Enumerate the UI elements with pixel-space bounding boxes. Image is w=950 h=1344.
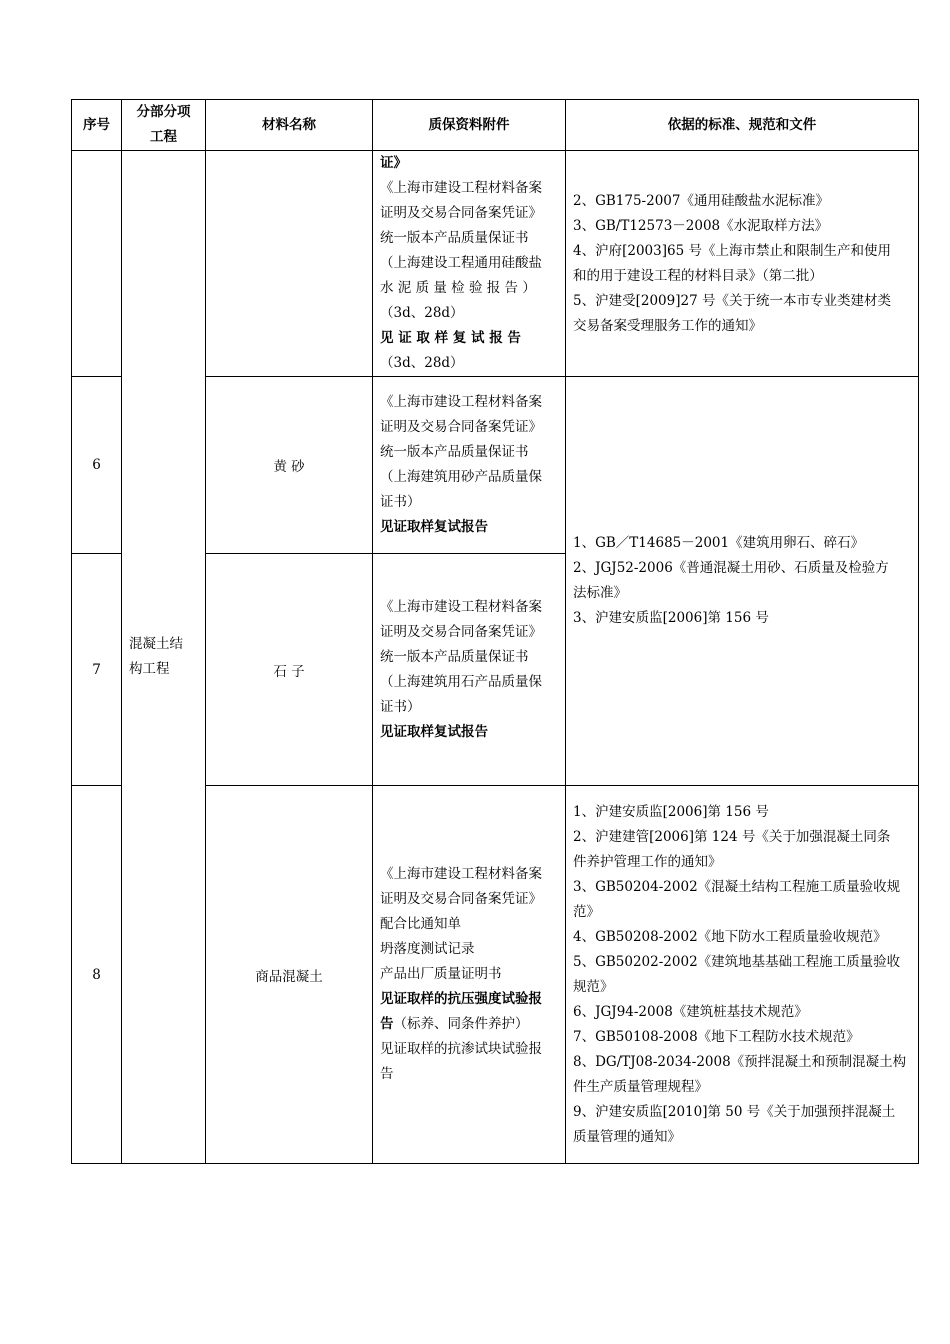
cell-material-empty [206, 151, 373, 377]
cell-seq-7: 7 [72, 554, 122, 786]
cell-attachments-cement: 证》 《上海市建设工程材料备案 证明及交易合同备案凭证》 统一版本产品质量保证书 （上海建设工程通用硅酸盐 水 泥 质 量 检 验 报 告 ） （3d、28d） 见 证 取 样 复 试 报 告 （3d、28d） [373, 151, 566, 377]
header-row [72, 100, 919, 151]
table-row-cement [72, 151, 919, 377]
cell-material-concrete: 商品混凝土 [206, 786, 373, 1164]
cell-material-sand: 黄 砂 [206, 377, 373, 554]
cell-division: 混凝土结 构工程 [122, 151, 206, 1164]
cell-attachments-sand: 《上海市建设工程材料备案 证明及交易合同备案凭证》 统一版本产品质量保证书 （上海建筑用砂产品质量保 证书） 见证取样复试报告 [373, 377, 566, 554]
cell-standards-cement: 2、GB175-2007《通用硅酸盐水泥标准》 3、GB/T12573－2008《水泥取样方法》 4、沪府[2003]65 号《上海市禁止和限制生产和使用 和的用于建设工程的材料目录》（第二批） 5、沪建受[2009]27 号《关于统一本市专业类建材类 交易备案受理服务工作的通知》 [566, 151, 919, 377]
cell-seq-8: 8 [72, 786, 122, 1164]
header-attachments: 质保资料附件 [373, 100, 566, 151]
header-seq: 序号 [72, 100, 122, 151]
header-sub-division: 分部分项 工程 [122, 100, 206, 151]
materials-table [71, 99, 919, 1164]
cell-material-stone: 石 子 [206, 554, 373, 786]
cell-seq-empty [72, 151, 122, 377]
cell-standards-concrete: 1、沪建安质监[2006]第 156 号 2、沪建建管[2006]第 124 号《关于加强混凝土同条 件养护管理工作的通知》 3、GB50204-2002《混凝土结构工程施工质量验收规 范》 4、GB50208-2002《地下防水工程质量验收规范》 5、GB50202-2002《建筑地基基础工程施工质量验收 规范》 6、JGJ94-2008《建筑桩基技术规范》 7、GB50108-2008《地下工程防水技术规范》 8、DG/TJ08-2034-2008《预拌混凝土和预制混凝土构 件生产质量管理规程》 9、沪建安质监[2010]第 50 号《关于加强预拌混凝土 质量管理的通知》 [566, 786, 919, 1164]
cell-attachments-concrete: 《上海市建设工程材料备案 证明及交易合同备案凭证》 配合比通知单 坍落度测试记录 产品出厂质量证明书 见证取样的抗压强度试验报 告（标养、同条件养护） 见证取样的抗渗试块试验报 告 [373, 786, 566, 1164]
header-material: 材料名称 [206, 100, 373, 151]
cell-attachments-stone: 《上海市建设工程材料备案 证明及交易合同备案凭证》 统一版本产品质量保证书 （上海建筑用石产品质量保 证书） 见证取样复试报告 [373, 554, 566, 786]
header-standards: 依据的标准、规范和文件 [566, 100, 919, 151]
cell-seq-6: 6 [72, 377, 122, 554]
cell-standards-aggregate: 1、GB／T14685－2001《建筑用卵石、碎石》 2、JGJ52-2006《普通混凝土用砂、石质量及检验方 法标准》 3、沪建安质监[2006]第 156 号 [566, 377, 919, 786]
